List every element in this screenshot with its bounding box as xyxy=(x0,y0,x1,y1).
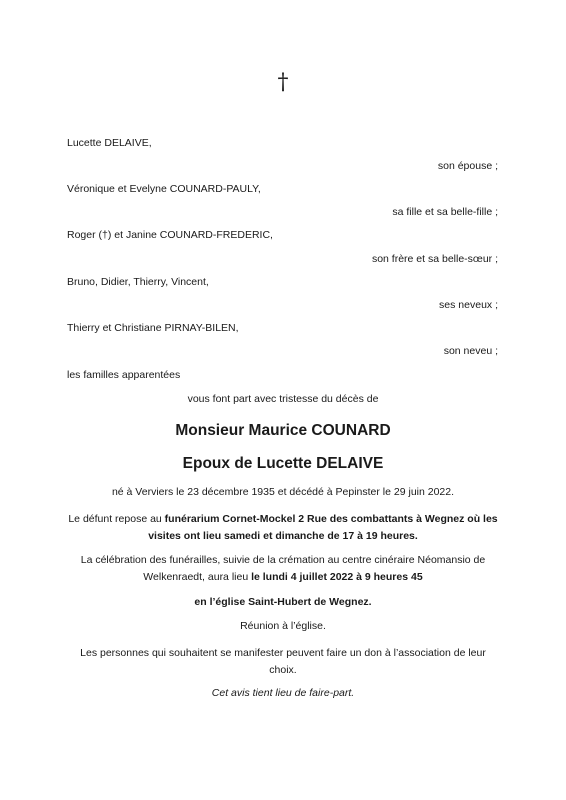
deceased-name: Monsieur Maurice COUNARD xyxy=(175,422,391,439)
donation-info xyxy=(60,645,506,679)
birth-death-line: né à Verviers le 23 décembre 1935 et décédé à Pepinster le 29 juin 2022. xyxy=(111,486,455,498)
rest-visits: visites ont lieu samedi et dimanche de 17 à 19 heures. xyxy=(148,530,418,542)
family-name-5: Thierry et Christiane PIRNAY-BILEN, xyxy=(67,322,239,334)
family-relation-5: son neveu ; xyxy=(443,345,498,357)
ceremony-date: le lundi 4 juillet 2022 à 9 heures 45 xyxy=(251,571,423,583)
donation-line-1: Les personnes qui souhaitent se manifester peuvent faire un don à l’association de leur xyxy=(80,647,486,659)
ceremony-info xyxy=(60,552,506,586)
rest-prefix: Le défunt repose au xyxy=(68,513,165,525)
family-name-4: Bruno, Didier, Thierry, Vincent, xyxy=(67,276,209,288)
announcement-line: vous font part avec tristesse du décès de xyxy=(187,393,379,405)
family-relation-3: son frère et sa belle-sœur ; xyxy=(371,253,498,265)
family-relation-2: sa fille et sa belle-fille ; xyxy=(392,206,498,218)
rest-location: funérarium Cornet-Mockel 2 Rue des combattants à Wegnez où les xyxy=(164,513,498,525)
spouse-line: Epoux de Lucette DELAIVE xyxy=(182,455,384,472)
ceremony-line-1: La célébration des funérailles, suivie de la crémation au centre cinéraire Néomansio de xyxy=(80,554,486,566)
church-line: en l’église Saint-Hubert de Wegnez. xyxy=(194,596,372,608)
family-name-3: Roger (†) et Janine COUNARD-FREDERIC, xyxy=(67,229,273,241)
rest-info xyxy=(60,511,506,545)
family-relation-4: ses neveux ; xyxy=(439,299,498,311)
closing-line: Cet avis tient lieu de faire-part. xyxy=(211,687,355,699)
cross-icon: † xyxy=(277,70,289,95)
ceremony-line-2-prefix: Welkenraedt, aura lieu xyxy=(143,571,252,583)
family-relation-1: son épouse ; xyxy=(437,160,498,172)
family-name-1: Lucette DELAIVE, xyxy=(67,137,152,149)
donation-line-2: choix. xyxy=(269,664,297,676)
reunion-line: Réunion à l’église. xyxy=(240,620,326,632)
family-name-2: Véronique et Evelyne COUNARD-PAULY, xyxy=(67,183,261,195)
families-line: les familles apparentées xyxy=(67,369,181,381)
